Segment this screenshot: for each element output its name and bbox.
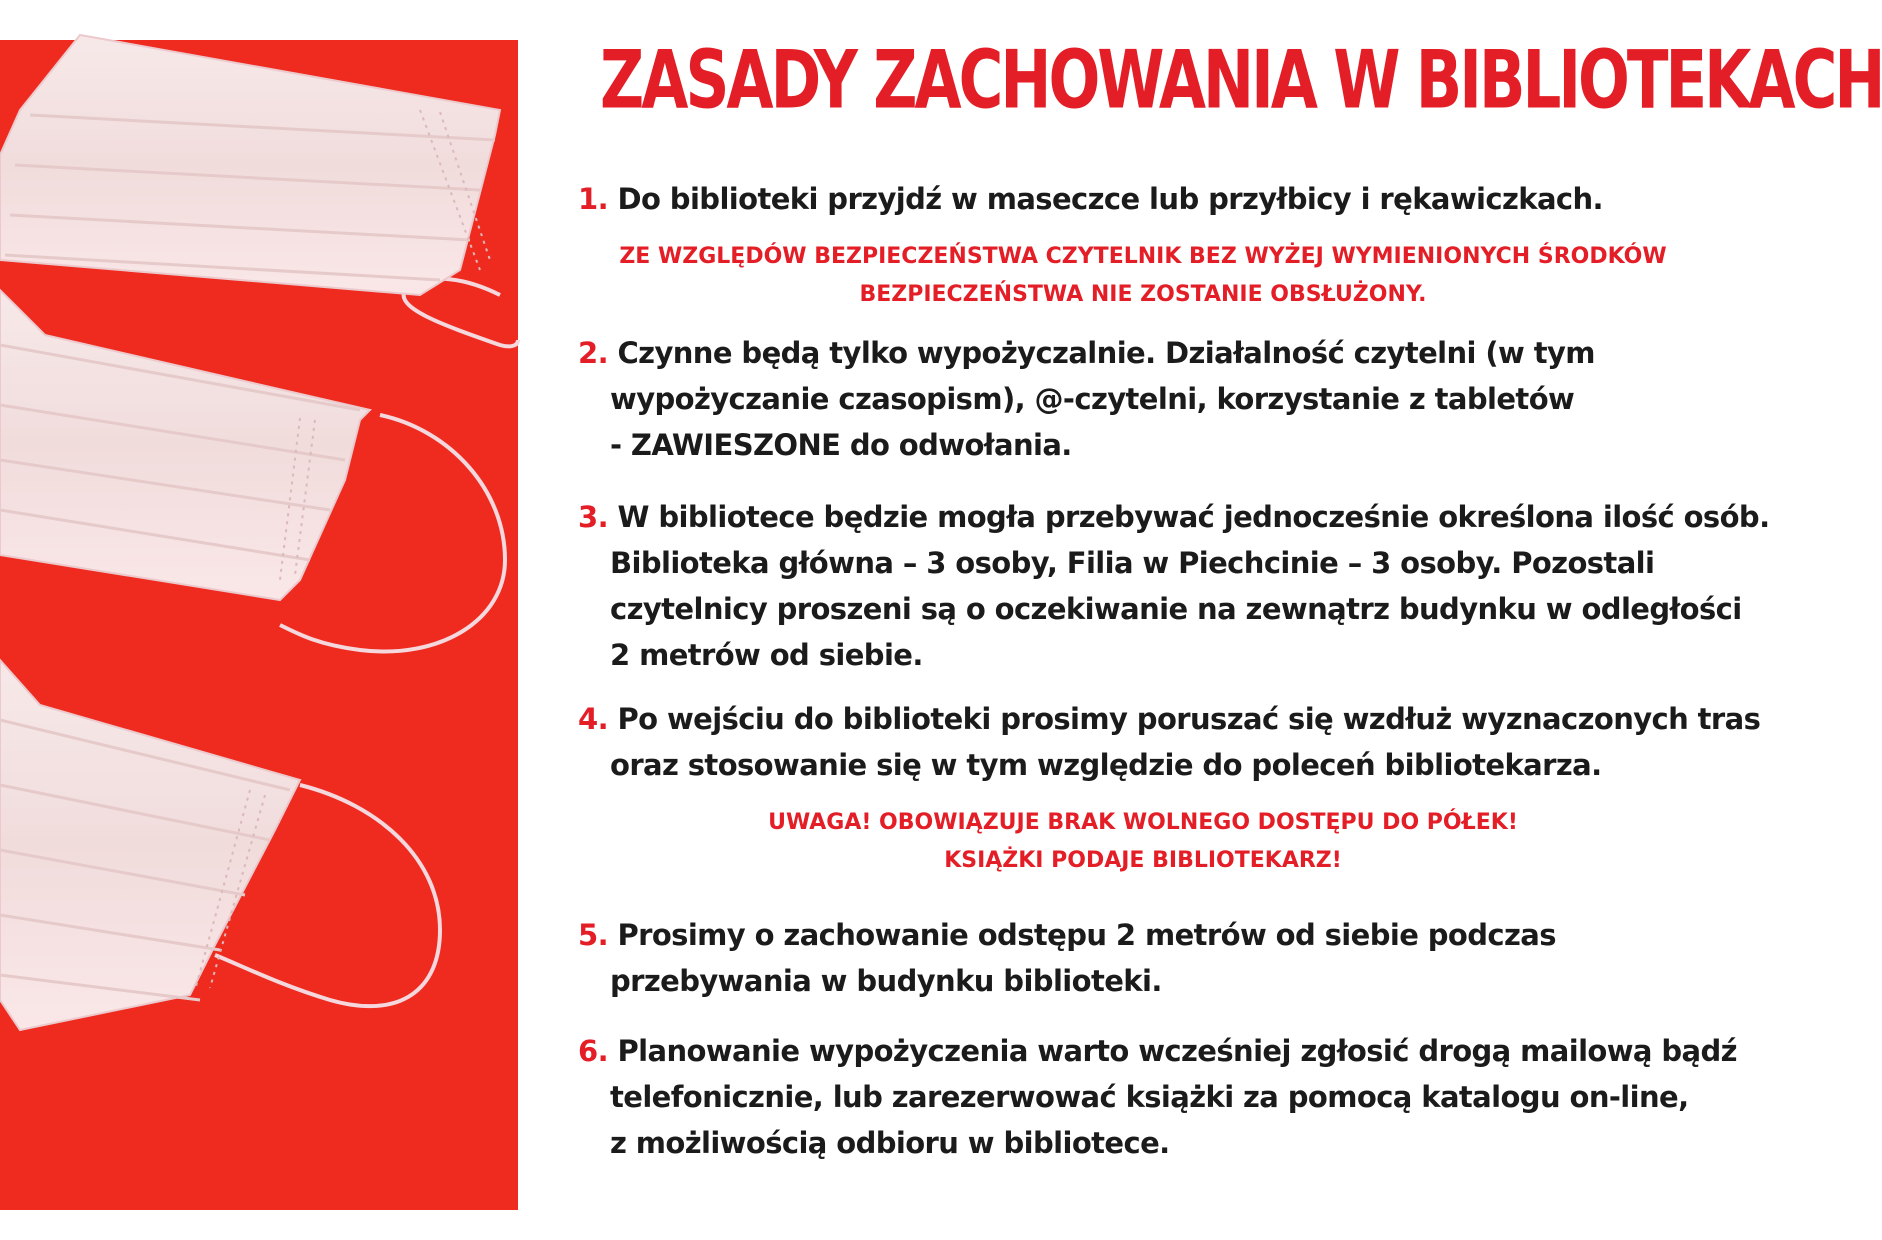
- rule-text: Biblioteka główna – 3 osoby, Filia w Piechcinie – 3 osoby. Pozostali: [610, 546, 1655, 580]
- rule-item: [578, 330, 1708, 468]
- rule-item: [578, 696, 1761, 788]
- rule-text: W bibliotece będzie mogła przebywać jednocześnie określona ilość osób.: [617, 500, 1770, 534]
- rule-text: Prosimy o zachowanie odstępu 2 metrów od siebie podczas: [617, 918, 1556, 952]
- rule-text: 2 metrów od siebie.: [610, 638, 923, 672]
- rule-text: Do biblioteki przyjdź w maseczce lub przyłbicy i rękawiczkach.: [617, 182, 1603, 216]
- rule-number: 3.: [578, 500, 608, 534]
- note-line: ZE WZGLĘDÓW BEZPIECZEŃSTWA CZYTELNIK BEZ WYŻEJ WYMIENIONYCH ŚRODKÓW: [619, 244, 1667, 269]
- note-line: BEZPIECZEŃSTWA NIE ZOSTANIE OBSŁUŻONY.: [859, 282, 1427, 307]
- rule-number: 6.: [578, 1034, 608, 1068]
- note-line: KSIĄŻKI PODAJE BIBLIOTEKARZ!: [944, 848, 1342, 873]
- rule-item: [578, 912, 1708, 1004]
- rule-number: 2.: [578, 336, 608, 370]
- rule-text: oraz stosowanie się w tym względzie do poleceń bibliotekarza.: [610, 748, 1602, 782]
- note-line: UWAGA! OBOWIĄZUJE BRAK WOLNEGO DOSTĘPU DO PÓŁEK!: [768, 810, 1518, 835]
- rule-number: 4.: [578, 702, 608, 736]
- face-masks-illustration: [0, 40, 518, 1210]
- rule-text: przebywania w budynku biblioteki.: [610, 964, 1162, 998]
- rule-text: Po wejściu do biblioteki prosimy poruszać się wzdłuż wyznaczonych tras: [617, 702, 1761, 736]
- poster-title: ZASADY ZACHOWANIA W BIBLIOTEKACH: [600, 33, 1882, 128]
- mask-bottom: [0, 660, 440, 1030]
- rule-item: [578, 1028, 1737, 1166]
- warning-note: [578, 804, 1708, 880]
- rule-text: Planowanie wypożyczenia warto wcześniej zgłosić drogą mailową bądź: [617, 1034, 1737, 1068]
- rules-panel: [578, 0, 1882, 1240]
- rule-number: 1.: [578, 182, 608, 216]
- rule-text: - ZAWIESZONE do odwołania.: [610, 428, 1072, 462]
- rule-number: 5.: [578, 918, 608, 952]
- safety-note: [578, 238, 1708, 314]
- rule-text: telefonicznie, lub zarezerwować książki za pomocą katalogu on-line,: [610, 1080, 1689, 1114]
- rule-item: [578, 494, 1770, 678]
- rule-text: z możliwością odbioru w bibliotece.: [610, 1126, 1170, 1160]
- rule-text: wypożyczanie czasopism), @-czytelni, korzystanie z tabletów: [610, 382, 1575, 416]
- mask-top: [0, 35, 518, 346]
- rule-text: Czynne będą tylko wypożyczalnie. Działalność czytelni (w tym: [617, 336, 1595, 370]
- face-masks-photo: [0, 40, 518, 1210]
- rule-text: czytelnicy proszeni są o oczekiwanie na zewnątrz budynku w odległości: [610, 592, 1742, 626]
- mask-middle: [0, 290, 505, 652]
- rule-item: [578, 176, 1708, 222]
